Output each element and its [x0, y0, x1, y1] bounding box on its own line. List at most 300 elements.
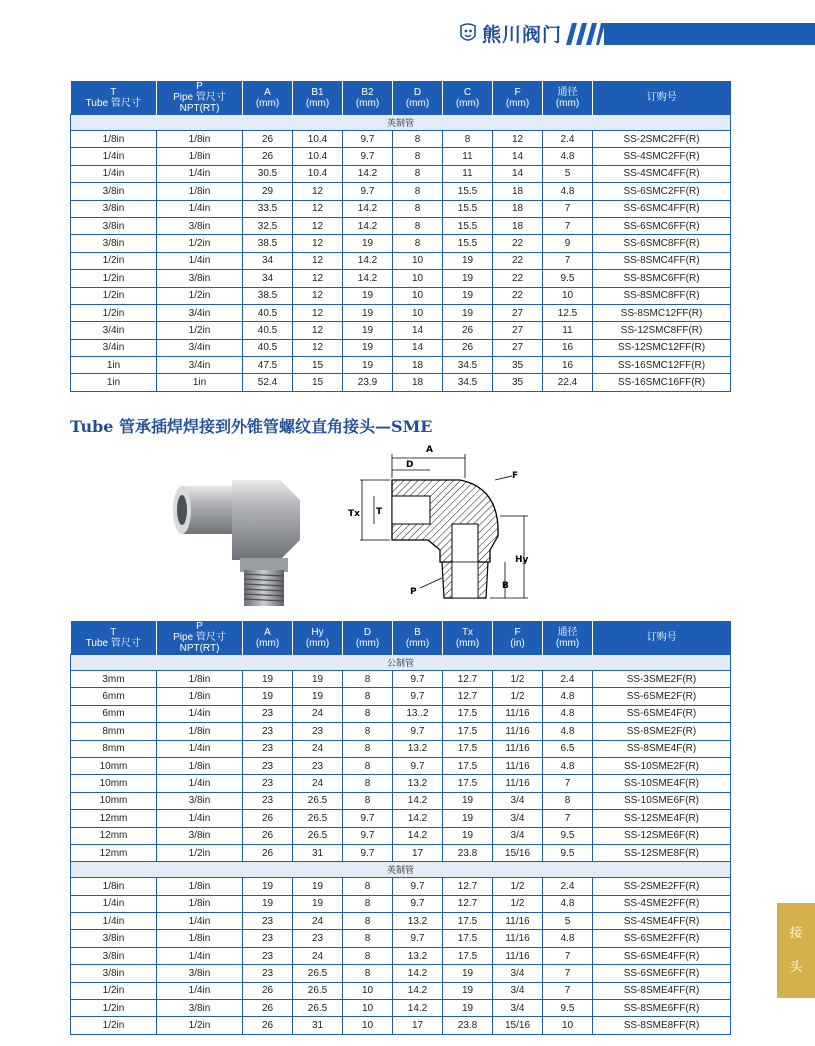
table-cell: 2.4 [543, 878, 593, 895]
table-cell: SS-16SMC16FF(R) [593, 374, 731, 391]
table-cell: 19 [243, 671, 293, 688]
table-cell: 31 [293, 844, 343, 861]
column-header [393, 81, 443, 115]
table-cell: 19 [243, 895, 293, 912]
table-cell: SS-8SMC6FF(R) [593, 270, 731, 287]
table-cell: 3mm [71, 671, 157, 688]
table-cell: 8 [343, 965, 393, 982]
table-cell: 24 [293, 947, 343, 964]
table-cell: 12 [293, 322, 343, 339]
table-cell: 19 [443, 1000, 493, 1017]
column-header [243, 621, 293, 655]
table-cell: 40.5 [243, 304, 293, 321]
table-cell: 13.2 [393, 775, 443, 792]
table-cell: 4.8 [543, 183, 593, 200]
column-header-text: 通径 [557, 86, 578, 98]
table-row [71, 357, 731, 374]
table-cell: SS-4SMC4FF(R) [593, 165, 731, 182]
table-row [71, 895, 731, 912]
table-cell: 3/8in [157, 270, 243, 287]
label-t: T [376, 507, 383, 517]
table-cell: 1/2in [157, 844, 243, 861]
section-row [71, 655, 731, 671]
table-cell: 19 [293, 878, 343, 895]
table-cell: 3/4in [71, 322, 157, 339]
column-header-text: A [264, 626, 271, 638]
table-cell: 35 [493, 374, 543, 391]
table-cell: 11/16 [493, 740, 543, 757]
table-cell: 34 [243, 270, 293, 287]
table-cell: 15.5 [443, 183, 493, 200]
table-cell: 7 [543, 810, 593, 827]
table-cell: 24 [293, 740, 343, 757]
table-cell: 3/4 [493, 965, 543, 982]
table-cell: 3/8in [157, 1000, 243, 1017]
table-cell: 27 [493, 339, 543, 356]
table-cell: 14.2 [393, 982, 443, 999]
column-header [293, 621, 343, 655]
table-cell: 14 [493, 148, 543, 165]
section-row [71, 862, 731, 878]
table-row [71, 671, 731, 688]
table-cell: 9.7 [343, 827, 393, 844]
table-cell: 4.8 [543, 895, 593, 912]
table-cell: 35 [493, 357, 543, 374]
table-cell: 38.5 [243, 287, 293, 304]
table-cell: 19 [443, 982, 493, 999]
table-cell: 12.7 [443, 688, 493, 705]
table-cell: 1/2in [71, 1017, 157, 1034]
table-cell: 34 [243, 252, 293, 269]
table-cell: 23 [243, 930, 293, 947]
table-cell: 8 [343, 705, 393, 722]
table-cell: 15/16 [493, 844, 543, 861]
table-cell: 3/8in [71, 200, 157, 217]
table-cell: 14.2 [343, 165, 393, 182]
table-cell: SS-4SME4FF(R) [593, 913, 731, 930]
table-row [71, 705, 731, 722]
column-header-text: (mm) [355, 637, 380, 649]
table-cell: 3/8in [71, 217, 157, 234]
label-hy: Hy [515, 555, 529, 565]
dimension-drawing [340, 438, 540, 613]
table-cell: SS-4SMC2FF(R) [593, 148, 731, 165]
table-cell: 22 [493, 252, 543, 269]
table-cell: 1/4in [157, 252, 243, 269]
table-cell: 23.8 [443, 844, 493, 861]
table-cell: 15 [293, 357, 343, 374]
table-cell: 17 [393, 844, 443, 861]
table-cell: SS-8SMC8FF(R) [593, 287, 731, 304]
column-header-text: (mm) [505, 97, 530, 109]
spec-table-sme [70, 621, 731, 1035]
table-cell: 19 [443, 270, 493, 287]
table-cell: 1/4in [157, 947, 243, 964]
table-cell: 9.7 [343, 131, 393, 148]
table-cell: 13.2 [393, 913, 443, 930]
table-row [71, 165, 731, 182]
table-cell: 40.5 [243, 339, 293, 356]
table-cell: 14 [493, 165, 543, 182]
table-cell: 12.5 [543, 304, 593, 321]
table-cell: SS-12SMC12FF(R) [593, 339, 731, 356]
table-cell: 40.5 [243, 322, 293, 339]
table-row [71, 913, 731, 930]
table-cell: 26 [243, 1000, 293, 1017]
table-cell: 9.5 [543, 827, 593, 844]
column-header-text: B1 [311, 86, 324, 98]
table-cell: 16 [543, 357, 593, 374]
table-cell: 8 [343, 723, 393, 740]
table-row [71, 322, 731, 339]
table-cell: 14.2 [343, 217, 393, 234]
column-header-text: 通径 [557, 626, 578, 638]
column-header-text: (mm) [555, 637, 580, 649]
table-cell: 14.2 [393, 965, 443, 982]
table-cell: SS-10SME6F(R) [593, 792, 731, 809]
table-cell: 19 [443, 287, 493, 304]
table-cell: 10mm [71, 757, 157, 774]
table-cell: 1in [71, 357, 157, 374]
table-cell: 11 [443, 165, 493, 182]
table-cell: 26.5 [293, 792, 343, 809]
table-cell: 23 [243, 947, 293, 964]
table-cell: 10.4 [293, 148, 343, 165]
table-cell: 3/8in [71, 930, 157, 947]
column-header [443, 81, 493, 115]
table-cell: 12 [293, 270, 343, 287]
table-cell: 9.7 [393, 671, 443, 688]
table-cell: SS-6SME6FF(R) [593, 965, 731, 982]
table-cell: 26 [243, 827, 293, 844]
table-cell: 14.2 [343, 270, 393, 287]
table-cell: 12 [293, 235, 343, 252]
table-cell: 14 [393, 322, 443, 339]
table-cell: 31 [293, 1017, 343, 1034]
column-header-text: (in) [510, 637, 525, 649]
table-cell: 3/4 [493, 792, 543, 809]
table-cell: 14 [393, 339, 443, 356]
table-cell: 17.5 [443, 913, 493, 930]
table-cell: 1/4in [157, 200, 243, 217]
table-cell: 10 [543, 1017, 593, 1034]
spec-table-smc [70, 81, 731, 392]
table-row [71, 792, 731, 809]
table-cell: 9.7 [393, 930, 443, 947]
table-cell: 1in [71, 374, 157, 391]
table-cell: SS-8SME4FF(R) [593, 982, 731, 999]
brand-name: 熊川阀门 [482, 24, 563, 46]
table-cell: 26.5 [293, 1000, 343, 1017]
table-cell: 1/4in [157, 913, 243, 930]
column-header-text: B [414, 626, 421, 638]
table-row [71, 304, 731, 321]
column-header [393, 621, 443, 655]
column-header-text: P [196, 621, 203, 632]
table-row [71, 757, 731, 774]
table-cell: 15.5 [443, 235, 493, 252]
table-cell: 23 [293, 757, 343, 774]
table-cell: 1/2in [157, 235, 243, 252]
table-row [71, 217, 731, 234]
table-cell: 14.2 [343, 252, 393, 269]
table-cell: 19 [293, 688, 343, 705]
section-title: Tube 管承插焊焊接到外锥管螺纹直角接头—SME [70, 417, 433, 436]
table-cell: 8 [343, 913, 393, 930]
table-cell: 8 [393, 148, 443, 165]
table-cell: 15.5 [443, 200, 493, 217]
column-header-text: 订购号 [646, 632, 677, 643]
table-cell: 16 [543, 339, 593, 356]
column-header-text: Hy [311, 626, 324, 638]
table-cell: 1/8in [157, 148, 243, 165]
table-cell: 52.4 [243, 374, 293, 391]
table-cell: 19 [343, 322, 393, 339]
table-cell: 1/2in [157, 322, 243, 339]
table-cell: 23 [243, 705, 293, 722]
table-cell: 17 [393, 1017, 443, 1034]
column-header [71, 621, 157, 655]
table-cell: 19 [343, 235, 393, 252]
table-cell: 1/4in [157, 810, 243, 827]
table-cell: 5 [543, 165, 593, 182]
table-cell: 8 [393, 217, 443, 234]
table-cell: 10 [393, 287, 443, 304]
column-header-text: Tube 管尺寸 [85, 637, 141, 649]
column-header [593, 621, 731, 655]
table-cell: 12mm [71, 810, 157, 827]
table-cell: 3/4in [71, 339, 157, 356]
table-cell: 2.4 [543, 671, 593, 688]
table-cell: 7 [543, 965, 593, 982]
table-cell: 3/4 [493, 1000, 543, 1017]
table-cell: 1/4in [157, 165, 243, 182]
table-cell: SS-16SMC12FF(R) [593, 357, 731, 374]
table-cell: 10.4 [293, 165, 343, 182]
table-cell: SS-3SME2F(R) [593, 671, 731, 688]
table-cell: 13.2 [393, 740, 443, 757]
table-cell: 1/2in [71, 287, 157, 304]
table-cell: 9.7 [393, 757, 443, 774]
column-header-text: Pipe 管尺寸NPT(RT) [173, 632, 226, 654]
table-cell: 23 [243, 913, 293, 930]
table-cell: 1/2in [71, 304, 157, 321]
table-cell: 1/2in [71, 982, 157, 999]
column-header-text: Pipe 管尺寸NPT(RT) [173, 92, 226, 114]
table-cell: 9.7 [393, 723, 443, 740]
table-cell: 1/2 [493, 688, 543, 705]
table-cell: 26.5 [293, 827, 343, 844]
table-cell: 12.7 [443, 895, 493, 912]
table-row [71, 878, 731, 895]
table-cell: 12 [293, 339, 343, 356]
table-cell: 19 [443, 827, 493, 844]
section-label: 公制管 [71, 655, 731, 671]
table-cell: 1/4in [71, 913, 157, 930]
table-cell: 1/8in [157, 671, 243, 688]
table-cell: 1/8in [71, 878, 157, 895]
table-cell: SS-2SMC2FF(R) [593, 131, 731, 148]
table-cell: 9.7 [343, 148, 393, 165]
table-cell: 1/2 [493, 671, 543, 688]
column-header-text: F [514, 626, 521, 638]
table-row [71, 252, 731, 269]
column-header-text: D [413, 86, 422, 98]
table-row [71, 947, 731, 964]
table-cell: 9.7 [343, 844, 393, 861]
table-cell: 14.2 [393, 1000, 443, 1017]
table-cell: 8 [443, 131, 493, 148]
table-cell: 19 [243, 878, 293, 895]
table-cell: 47.5 [243, 357, 293, 374]
table-cell: 3/8in [71, 183, 157, 200]
table-cell: 19 [443, 810, 493, 827]
table-cell: SS-6SME4F(R) [593, 705, 731, 722]
table-cell: 18 [393, 374, 443, 391]
table-cell: 1/2in [157, 1017, 243, 1034]
table-cell: 10 [343, 1017, 393, 1034]
table-cell: 14.2 [393, 792, 443, 809]
table-cell: 18 [393, 357, 443, 374]
table-cell: SS-8SME6FF(R) [593, 1000, 731, 1017]
table-row [71, 688, 731, 705]
table-cell: 23 [293, 723, 343, 740]
table-cell: 4.8 [543, 757, 593, 774]
table-cell: 22.4 [543, 374, 593, 391]
table-cell: 14.2 [393, 827, 443, 844]
table-cell: 12 [293, 304, 343, 321]
table-cell: 24 [293, 705, 343, 722]
table-cell: 12 [293, 217, 343, 234]
table-row [71, 287, 731, 304]
column-header-text: (mm) [305, 637, 330, 649]
table-cell: SS-6SME2FF(R) [593, 930, 731, 947]
table-cell: 23 [243, 965, 293, 982]
table-cell: 12 [493, 131, 543, 148]
column-header-text: Tube 管尺寸 [85, 97, 141, 109]
table-cell: 3/8in [157, 217, 243, 234]
table-cell: 8 [343, 775, 393, 792]
table-cell: 1/4in [157, 982, 243, 999]
table-cell: 24 [293, 775, 343, 792]
table-cell: 6mm [71, 688, 157, 705]
table-cell: 19 [243, 688, 293, 705]
label-f: F [512, 471, 519, 481]
table-cell: 3/4in [157, 304, 243, 321]
table-cell: 1/8in [157, 131, 243, 148]
column-header [543, 621, 593, 655]
table-cell: 11/16 [493, 913, 543, 930]
table-cell: 1/4in [157, 740, 243, 757]
table-cell: SS-12SME6F(R) [593, 827, 731, 844]
column-header-text: (mm) [405, 637, 430, 649]
table-cell: 19 [343, 304, 393, 321]
table-cell: 26 [243, 844, 293, 861]
table-cell: 17.5 [443, 723, 493, 740]
table-cell: 8 [343, 792, 393, 809]
side-tab-char: 接 [789, 925, 803, 941]
label-d: D [406, 460, 414, 470]
column-header-text: Tx [461, 626, 474, 638]
label-a: A [426, 445, 433, 455]
table-cell: 1/8in [157, 895, 243, 912]
table-cell: 10 [393, 270, 443, 287]
table-cell: 1/8in [157, 688, 243, 705]
column-header-text: 订购号 [646, 92, 677, 103]
side-tab-char: 头 [789, 959, 803, 975]
table-cell: 9.5 [543, 1000, 593, 1017]
table-cell: 26 [443, 339, 493, 356]
column-header [493, 81, 543, 115]
column-header-text: (mm) [355, 97, 380, 109]
table-row [71, 1017, 731, 1034]
table-cell: 3/8in [71, 965, 157, 982]
table-cell: 3/8in [157, 792, 243, 809]
table-row [71, 1000, 731, 1017]
table-cell: 26.5 [293, 982, 343, 999]
column-header-text: C [463, 86, 472, 98]
table-cell: SS-8SME8FF(R) [593, 1017, 731, 1034]
table-cell: 23 [243, 775, 293, 792]
table-cell: 17.5 [443, 757, 493, 774]
section-row [71, 115, 731, 131]
table-row [71, 844, 731, 861]
table-cell: 6.5 [543, 740, 593, 757]
column-header [343, 621, 393, 655]
table-cell: 11/16 [493, 757, 543, 774]
table-cell: SS-6SMC6FF(R) [593, 217, 731, 234]
table-cell: 1/2in [71, 252, 157, 269]
column-header [543, 81, 593, 115]
table-cell: 23 [293, 930, 343, 947]
label-tx: Tx [348, 509, 360, 519]
table-cell: 19 [343, 357, 393, 374]
table-cell: 1/8in [157, 183, 243, 200]
table-cell: 11/16 [493, 930, 543, 947]
table-cell: 9.7 [343, 810, 393, 827]
column-header-text: A [264, 86, 271, 98]
table-cell: 8 [343, 895, 393, 912]
table-cell: 1/2 [493, 895, 543, 912]
column-header [343, 81, 393, 115]
table-cell: 10 [393, 304, 443, 321]
table-cell: SS-6SMC4FF(R) [593, 200, 731, 217]
table-row [71, 965, 731, 982]
table-cell: 19 [343, 339, 393, 356]
table-cell: 8 [393, 200, 443, 217]
table-cell: 3/8in [157, 965, 243, 982]
column-header [443, 621, 493, 655]
table-cell: 8 [343, 688, 393, 705]
header-slash-decoration [566, 23, 604, 45]
column-header-text: (mm) [455, 637, 480, 649]
table-cell: 11/16 [493, 775, 543, 792]
table-cell: 1/8in [157, 930, 243, 947]
column-header-text: (mm) [555, 97, 580, 109]
column-header-text: (mm) [255, 97, 280, 109]
table-cell: 12.7 [443, 878, 493, 895]
table-cell: 14.2 [343, 200, 393, 217]
table-cell: 11 [443, 148, 493, 165]
table-cell: 3/4in [157, 339, 243, 356]
table-cell: 1/4in [71, 165, 157, 182]
table-cell: 26 [243, 982, 293, 999]
table-cell: SS-8SMC12FF(R) [593, 304, 731, 321]
header-bar [604, 23, 815, 45]
table-cell: 11 [543, 322, 593, 339]
table-row [71, 131, 731, 148]
table-cell: 9.7 [343, 183, 393, 200]
